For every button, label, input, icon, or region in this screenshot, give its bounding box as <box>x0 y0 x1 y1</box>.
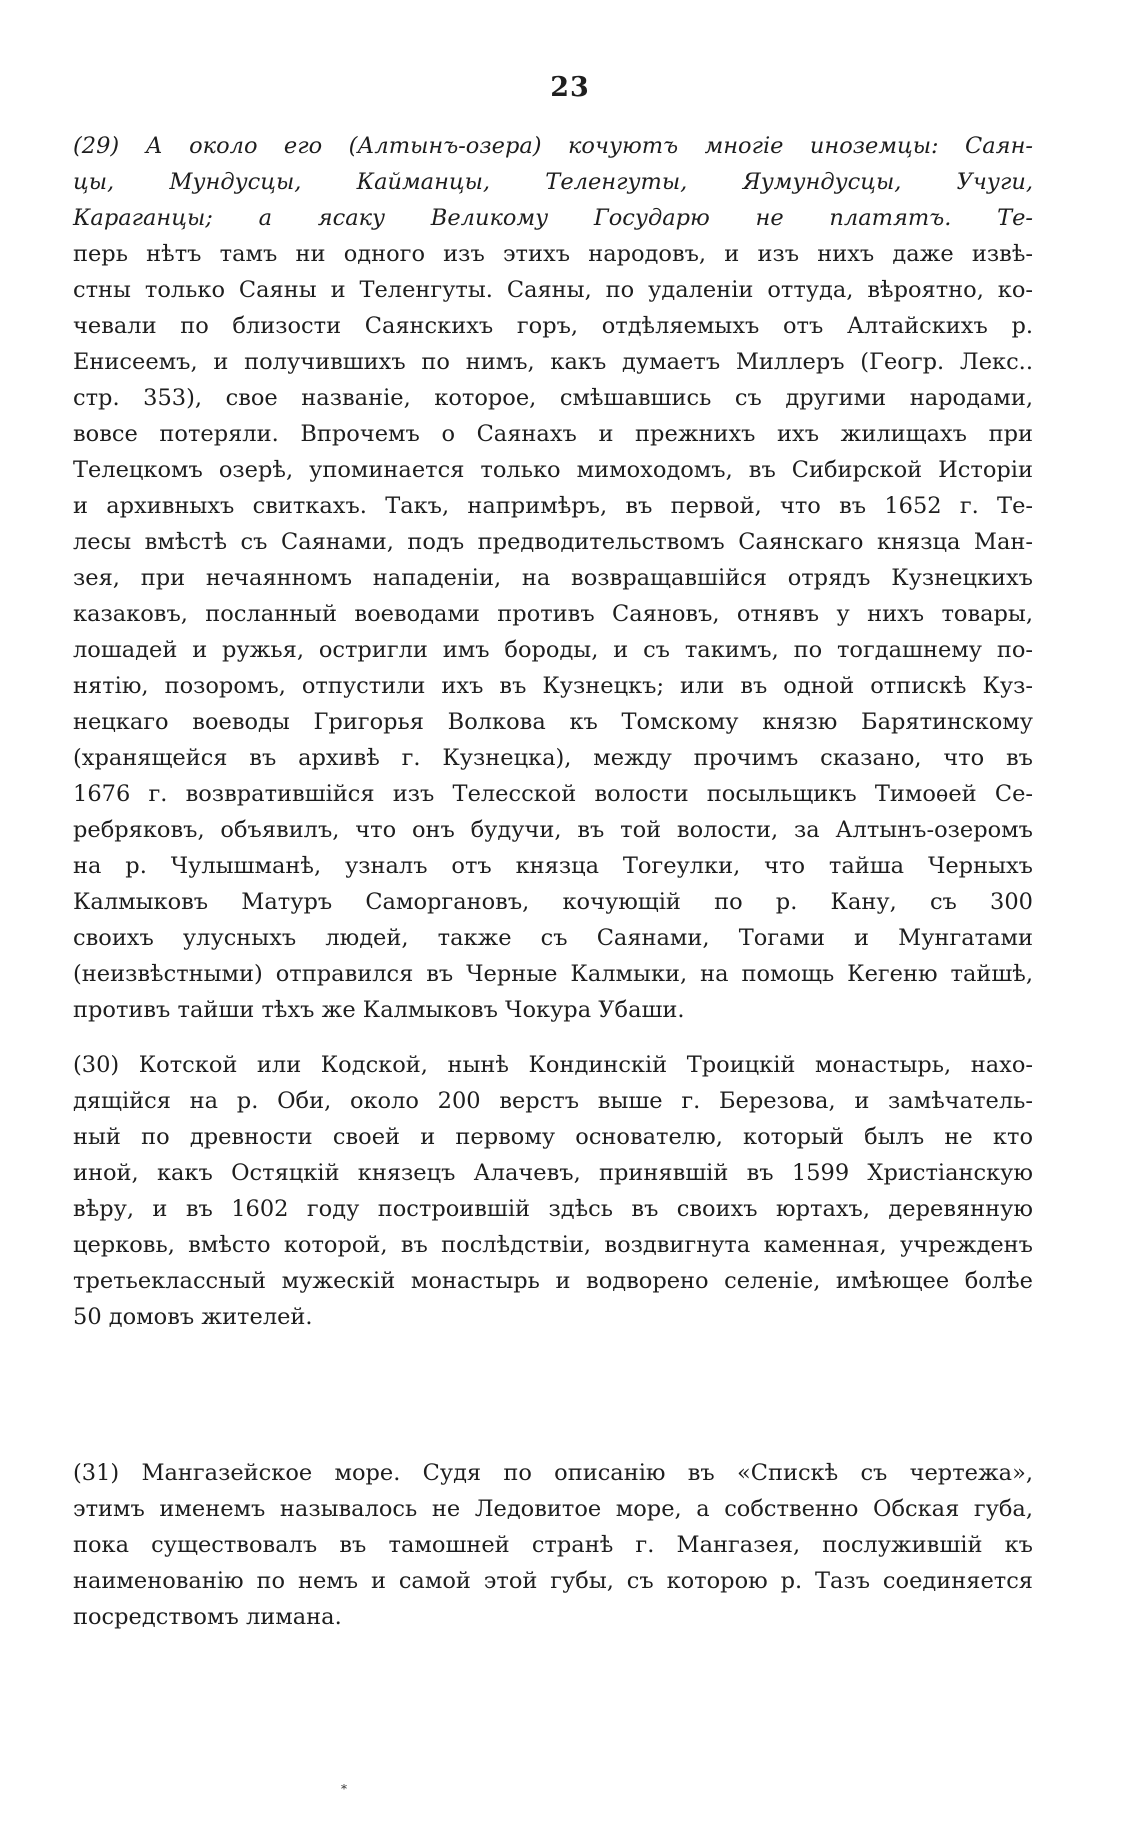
text-line: зея, при нечаянномъ нападеніи, на возвращавшійся отрядъ Кузнецкихъ <box>73 565 1033 591</box>
text-line: дящійся на р. Оби, около 200 верстъ выше г. Березова, и замѣчатель- <box>73 1088 1033 1114</box>
text-line: ный по древности своей и первому основателю, который былъ не кто <box>73 1124 1033 1150</box>
text-line: Караганцы; а ясаку Великому Государю не платятъ. Те- <box>73 205 1033 231</box>
text-line: (29) А около его (Алтынъ-озера) кочуютъ многіе иноземцы: Саян- <box>73 133 1033 159</box>
text-line: (неизвѣстными) отправился въ Черные Калмыки, на помощь Кегеню тайшѣ, <box>73 961 1033 987</box>
text-line: 1676 г. возвратившійся изъ Телесской волости посыльщикъ Тимоѳей Се- <box>73 781 1033 807</box>
text-line: посредствомъ лимана. <box>73 1604 342 1630</box>
text-line: противъ тайши тѣхъ же Калмыковъ Чокура Убаши. <box>73 997 685 1023</box>
stray-ink-mark: * <box>341 1782 347 1796</box>
text-line: чевали по близости Саянскихъ горъ, отдѣляемыхъ отъ Алтайскихъ р. <box>73 313 1033 339</box>
text-line: казаковъ, посланный воеводами противъ Саяновъ, отнявъ у нихъ товары, <box>73 601 1033 627</box>
text-line: Енисеемъ, и получившихъ по нимъ, какъ думаетъ Миллеръ (Геогр. Лекс.. <box>73 349 1033 375</box>
text-line: нецкаго воеводы Григорья Волкова къ Томскому князю Барятинскому <box>73 709 1033 735</box>
text-line: лесы вмѣстѣ съ Саянами, подъ предводительствомъ Саянскаго князца Ман- <box>73 529 1033 555</box>
text-line: ребряковъ, объявилъ, что онъ будучи, въ той волости, за Алтынъ-озеромъ <box>73 817 1033 843</box>
text-line: на р. Чулышманѣ, узналъ отъ князца Тогеулки, что тайша Черныхъ <box>73 853 1033 879</box>
text-line: наименованію по немъ и самой этой губы, съ которою р. Тазъ соединяется <box>73 1568 1033 1594</box>
text-line: (хранящейся въ архивѣ г. Кузнецка), между прочимъ сказано, что въ <box>73 745 1033 771</box>
text-line: Калмыковъ Матуръ Саморгановъ, кочующій по р. Кану, съ 300 <box>73 889 1033 915</box>
text-line: стны только Саяны и Теленгуты. Саяны, по удаленіи оттуда, вѣроятно, ко- <box>73 277 1033 303</box>
text-line: Телецкомъ озерѣ, упоминается только мимоходомъ, въ Сибирской Исторіи <box>73 457 1033 483</box>
text-line: третьеклассный мужескій монастырь и водворено селеніе, имѣющее болѣе <box>73 1268 1033 1294</box>
text-line: перь нѣтъ тамъ ни одного изъ этихъ народовъ, и изъ нихъ даже извѣ- <box>73 241 1033 267</box>
page-number: 23 <box>550 72 590 103</box>
text-line: пока существовалъ въ тамошней странѣ г. Мангазея, послужившій къ <box>73 1532 1033 1558</box>
text-line: (30) Котской или Кодской, нынѣ Кондинскій Троицкій монастырь, нахо- <box>73 1052 1033 1078</box>
text-line: лошадей и ружья, остригли имъ бороды, и съ такимъ, по тогдашнему по- <box>73 637 1033 663</box>
text-line: вѣру, и въ 1602 году построившій здѣсь въ своихъ юртахъ, деревянную <box>73 1196 1033 1222</box>
text-line: своихъ улусныхъ людей, также съ Саянами, Тогами и Мунгатами <box>73 925 1033 951</box>
text-line: 50 домовъ жителей. <box>73 1304 313 1330</box>
text-line: цы, Мундусцы, Кайманцы, Теленгуты, Яумундусцы, Учуги, <box>73 169 1033 195</box>
text-line: иной, какъ Остяцкій князецъ Алачевъ, принявшій въ 1599 Христіанскую <box>73 1160 1033 1186</box>
text-line: этимъ именемъ называлось не Ледовитое море, а собственно Обская губа, <box>73 1496 1033 1522</box>
text-line: вовсе потеряли. Впрочемъ о Саянахъ и прежнихъ ихъ жилищахъ при <box>73 421 1033 447</box>
text-line: церковь, вмѣсто которой, въ послѣдствіи, воздвигнута каменная, учрежденъ <box>73 1232 1033 1258</box>
text-line: (31) Мангазейское море. Судя по описанію въ «Спискѣ съ чертежа», <box>73 1460 1033 1486</box>
text-line: стр. 353), свое названіе, которое, смѣшавшись съ другими народами, <box>73 385 1033 411</box>
text-line: нятію, позоромъ, отпустили ихъ въ Кузнецкъ; или въ одной отпискѣ Куз- <box>73 673 1033 699</box>
text-line: и архивныхъ свиткахъ. Такъ, напримѣръ, въ первой, что въ 1652 г. Те- <box>73 493 1033 519</box>
